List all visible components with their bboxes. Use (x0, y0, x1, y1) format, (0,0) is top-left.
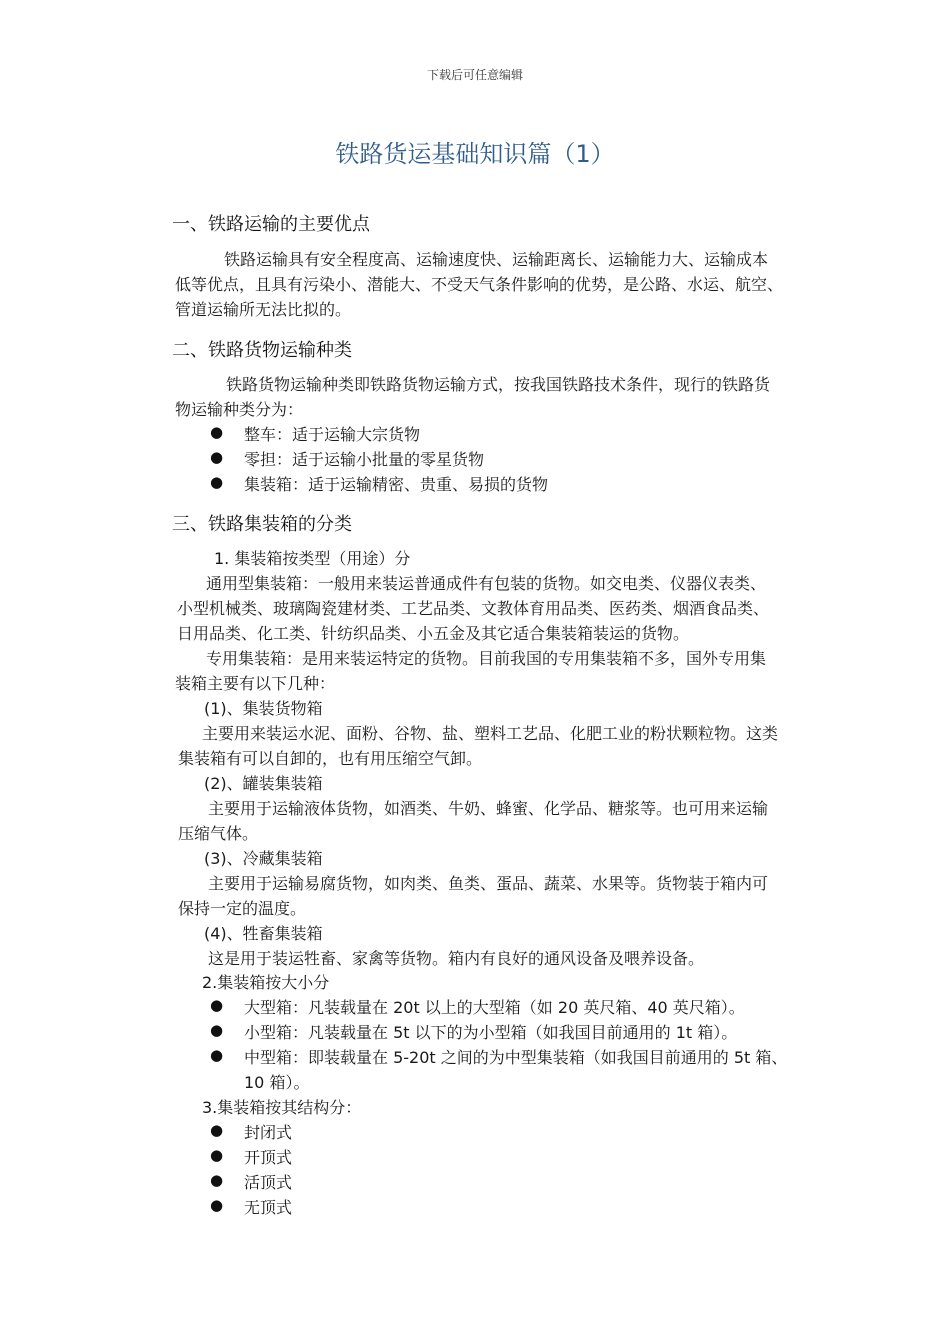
bullet-icon: ● (210, 1021, 224, 1039)
paragraph-line: 管道运输所无法比拟的。 (175, 300, 352, 319)
list-item: 小型箱：凡装载量在 5t 以下的为小型箱（如我国目前通用的 1t 箱）。 (244, 1023, 738, 1042)
paragraph-line: 专用集装箱：是用来装运特定的货物。目前我国的专用集装箱不多，国外专用集 (206, 649, 767, 668)
type-label: (4)、牲畜集装箱 (204, 924, 323, 943)
paragraph-line: 主要用来装运水泥、面粉、谷物、盐、塑料工艺品、化肥工业的粉状颗粒物。这类 (202, 724, 779, 743)
list-item: 开顶式 (244, 1148, 293, 1167)
subheading: 1. 集装箱按类型（用途）分 (214, 549, 411, 568)
list-item: 大型箱：凡装载量在 20t 以上的大型箱（如 20 英尺箱、40 英尺箱）。 (244, 998, 745, 1017)
type-label: (3)、冷藏集装箱 (204, 849, 323, 868)
header-note: 下载后可任意编辑 (426, 68, 523, 82)
list-item-continuation: 10 箱）。 (244, 1073, 310, 1092)
paragraph-line: 铁路运输具有安全程度高、运输速度快、运输距离长、运输能力大、运输成本 (224, 250, 769, 269)
paragraph-line: 铁路货物运输种类即铁路货物运输方式，按我国铁路技术条件，现行的铁路货 (226, 375, 771, 394)
type-label: (2)、罐装集装箱 (204, 774, 323, 793)
bullet-icon: ● (210, 473, 224, 491)
paragraph-line: 保持一定的温度。 (178, 899, 307, 918)
paragraph-line: 日用品类、化工类、针纺织品类、小五金及其它适合集装箱装运的货物。 (177, 624, 690, 643)
bullet-icon: ● (210, 448, 224, 466)
subheading: 2.集装箱按大小分 (202, 973, 330, 992)
list-item: 零担：适于运输小批量的零星货物 (244, 450, 485, 469)
paragraph-line: 通用型集装箱：一般用来装运普通成件有包装的货物。如交电类、仪器仪表类、 (206, 574, 767, 593)
paragraph-line: 这是用于装运牲畜、家禽等货物。箱内有良好的通风设备及喂养设备。 (208, 949, 705, 968)
page-title: 铁路货运基础知识篇（1） (335, 140, 615, 168)
paragraph-line: 集装箱有可以自卸的，也有用压缩空气卸。 (178, 749, 483, 768)
list-item: 活顶式 (244, 1173, 293, 1192)
bullet-icon: ● (210, 996, 224, 1014)
paragraph-line: 物运输种类分为： (175, 400, 304, 419)
section-heading-1: 一、铁路运输的主要优点 (172, 214, 370, 235)
paragraph-line: 主要用于运输易腐货物，如肉类、鱼类、蛋品、蔬菜、水果等。货物装于箱内可 (208, 874, 769, 893)
section-heading-2: 二、铁路货物运输种类 (172, 340, 352, 361)
list-item: 无顶式 (244, 1198, 293, 1217)
paragraph-line: 小型机械类、玻璃陶瓷建材类、工艺品类、文教体育用品类、医药类、烟酒食品类、 (177, 599, 770, 618)
list-item: 中型箱：即装载量在 5-20t 之间的为中型集装箱（如我国目前通用的 5t 箱、 (244, 1048, 788, 1067)
subheading: 3.集装箱按其结构分： (202, 1098, 362, 1117)
section-heading-3: 三、铁路集装箱的分类 (172, 514, 352, 535)
paragraph-line: 低等优点，且具有污染小、潜能大、不受天气条件影响的优势，是公路、水运、航空、 (175, 275, 784, 294)
bullet-icon: ● (210, 1196, 224, 1214)
list-item: 集装箱：适于运输精密、贵重、易损的货物 (244, 475, 549, 494)
bullet-icon: ● (210, 423, 224, 441)
bullet-icon: ● (210, 1146, 224, 1164)
list-item: 封闭式 (244, 1123, 293, 1142)
bullet-icon: ● (210, 1171, 224, 1189)
bullet-icon: ● (210, 1046, 224, 1064)
paragraph-line: 压缩气体。 (178, 824, 259, 843)
list-item: 整车：适于运输大宗货物 (244, 425, 421, 444)
type-label: (1)、集装货物箱 (204, 699, 323, 718)
paragraph-line: 主要用于运输液体货物，如酒类、牛奶、蜂蜜、化学品、糖浆等。也可用来运输 (208, 799, 769, 818)
paragraph-line: 装箱主要有以下几种： (175, 674, 336, 693)
bullet-icon: ● (210, 1121, 224, 1139)
